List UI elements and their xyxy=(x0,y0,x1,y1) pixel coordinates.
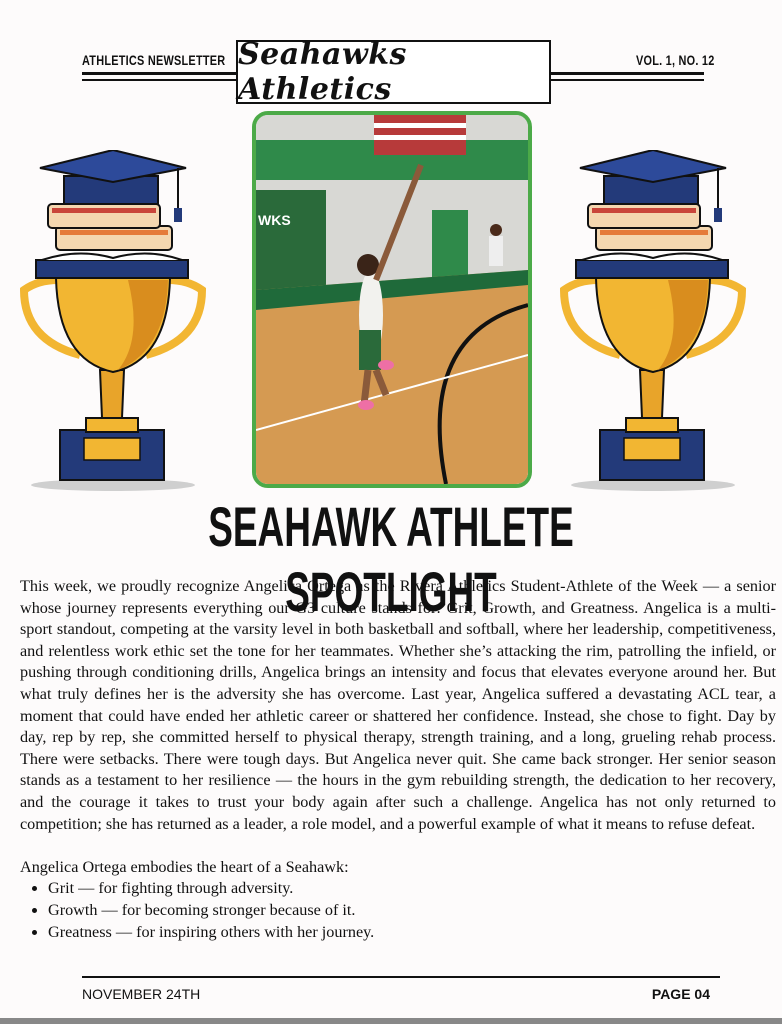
trophy-right-icon xyxy=(558,150,748,495)
article-intro: Angelica Ortega embodies the heart of a Seahawk: xyxy=(20,857,349,876)
athlete-photo xyxy=(252,111,532,488)
volume-label: VOL. 1, NO. 12 xyxy=(636,52,715,68)
page-bottom-edge xyxy=(0,1018,782,1024)
header-rule-left-thin xyxy=(82,79,236,81)
list-item: • Greatness — for inspiring others with her journey. xyxy=(48,922,776,944)
gym-scene-image xyxy=(256,115,528,484)
newsletter-label: ATHLETICS NEWSLETTER xyxy=(82,52,226,68)
header-rule-right-thick xyxy=(549,72,704,75)
header-rule-left-thick xyxy=(82,72,236,75)
article-paragraph: This week, we proudly recognize Angelica Ortega as the Rivera Athletics Student-Athlete of the Week — a senior whose journey represents everything our G3 culture stands for: Grit, Growth, and Greatness. Angelica is a multi-sport standout, competing at the varsity level in both basketball and softball, where her leadership, competitiveness, and relentless work ethic set the tone for her teammates. Whether she’s attacking the rim, patrolling the infield, or pushing through conditioning drills, Angelica brings an intensity and focus that elevates everyone around her. But what truly defines her is the adversity she has overcome. Last year, Angelica suffered a devastating ACL tear, a moment that could have ended her athletic career or shattered her confidence. Instead, she chose to fight. Day by day, rep by rep, she committed herself to physical therapy, strength training, and a long, grueling rehab process. There were setbacks. There were tough days. But Angelica never quit. She came back stronger. Her senior season stands as a testament to her resilience — the hours in the gym rebuilding strength, the dedication to her recovery, and the courage it takes to trust your body again after such a challenge. Angelica has not only returned to competition; she has returned as a leader, a role model, and a powerful example of what it means to refuse defeat. xyxy=(20,577,776,833)
footer-rule xyxy=(82,976,720,978)
header-rule-right-thin xyxy=(549,79,704,81)
masthead xyxy=(236,37,551,107)
list-item: • Growth — for becoming stronger because of it. xyxy=(48,900,776,922)
values-list xyxy=(20,878,776,943)
footer-page: PAGE 04 xyxy=(651,986,710,1002)
spotlight-heading: SEAHAWK ATHLETE SPOTLIGHT xyxy=(208,495,574,623)
masthead-title: Seahawks Athletics xyxy=(238,37,407,107)
trophy-left-icon xyxy=(18,150,208,495)
footer-date: NOVEMBER 24TH xyxy=(82,986,201,1002)
article-body xyxy=(20,576,776,943)
list-item: • Grit — for fighting through adversity. xyxy=(48,878,776,900)
svg-text:WKS: WKS xyxy=(258,212,291,228)
